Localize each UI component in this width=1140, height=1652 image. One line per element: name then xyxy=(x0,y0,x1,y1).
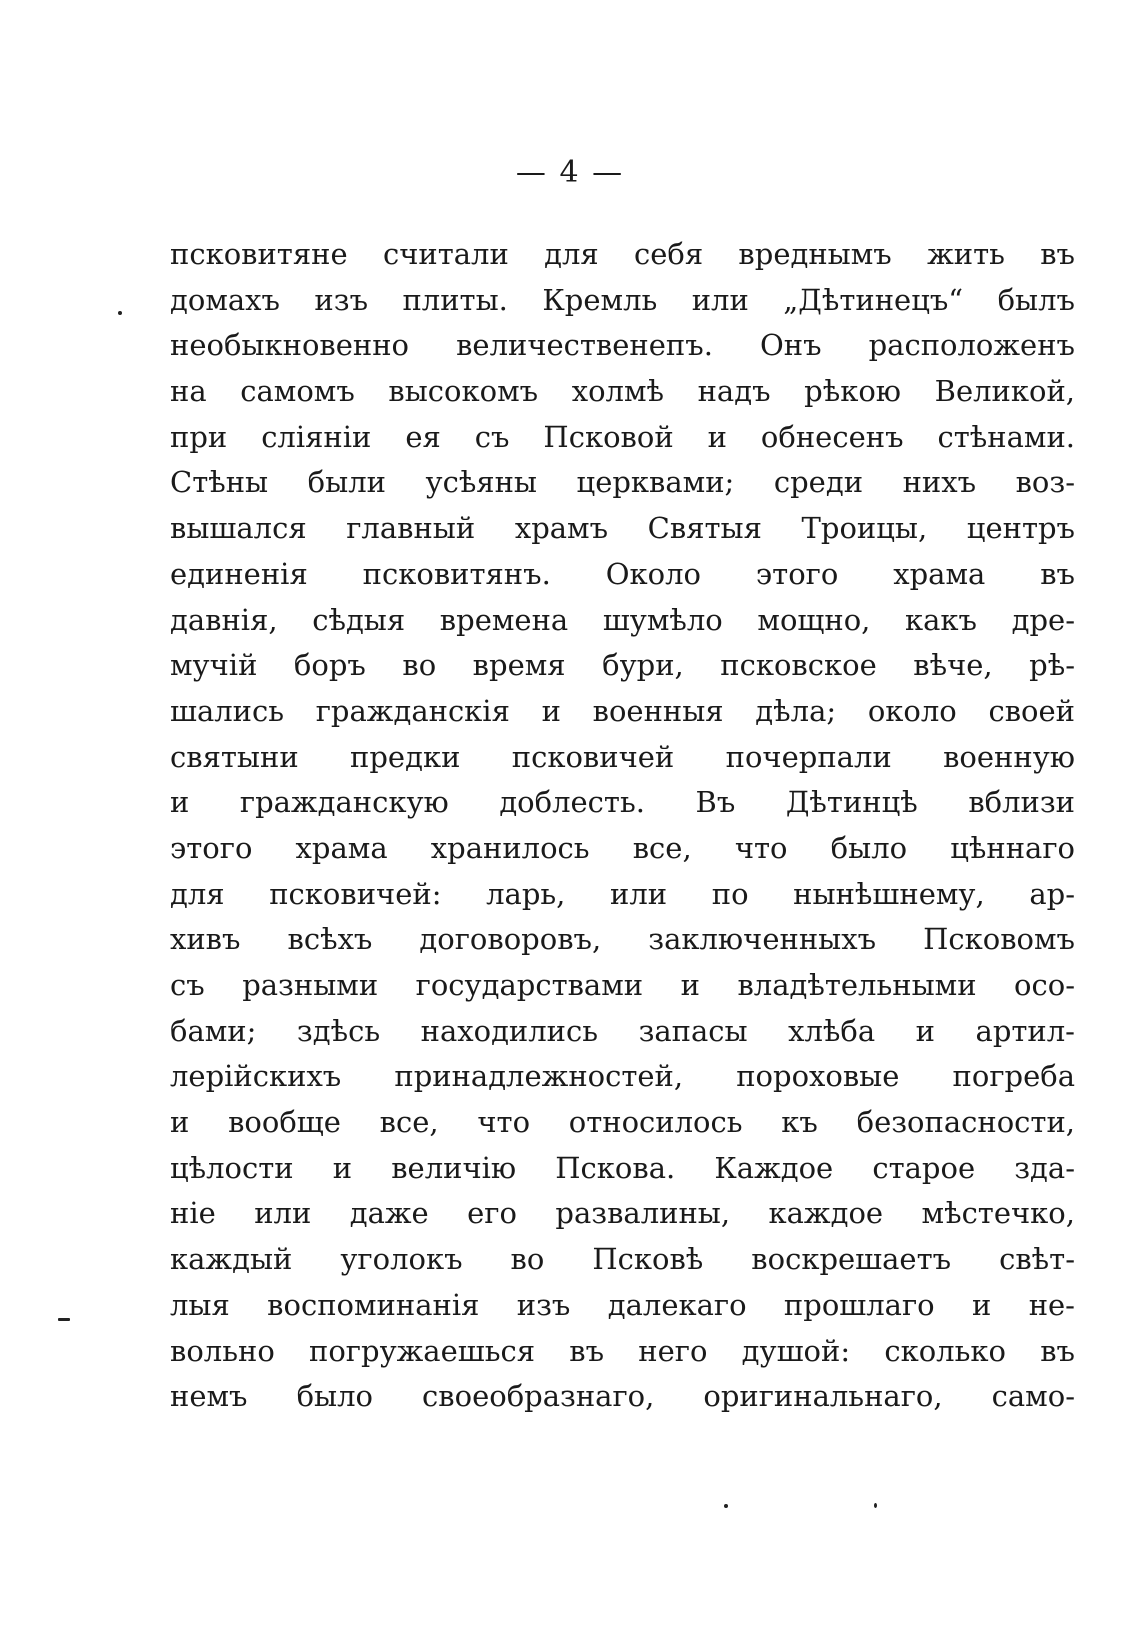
text-line: съ разными государствами и владѣтельными осо- xyxy=(170,968,1075,1002)
text-line: каждый уголокъ во Псковѣ воскрешаетъ свѣт- xyxy=(170,1242,1075,1277)
text-line: и гражданскую доблесть. Въ Дѣтинцѣ вблизи xyxy=(170,785,1075,820)
text-line: Стѣны были усѣяны церквами; среди нихъ воз- xyxy=(170,465,1075,500)
page-number: — 4 — xyxy=(515,155,625,190)
text-line: немъ было своеобразнаго, оригинальнаго, само- xyxy=(170,1379,1075,1414)
text-line: мучій боръ во время бури, псковское вѣче, рѣ- xyxy=(170,648,1075,683)
text-line: единенія псковитянъ. Около этого храма въ xyxy=(170,556,1075,591)
text-line: вольно погружаешься въ него душой: сколько въ xyxy=(170,1333,1075,1368)
text-line: на самомъ высокомъ холмѣ надъ рѣкою Великой, xyxy=(170,374,1075,409)
text-line: вышался главный храмъ Святыя Троицы, центръ xyxy=(170,511,1075,546)
text-line: лерійскихъ принадлежностей, пороховые погреба xyxy=(170,1059,1075,1094)
text-line: лыя воспоминанія изъ далекаго прошлаго и не- xyxy=(170,1287,1075,1322)
text-line: бами; здѣсь находились запасы хлѣба и артил- xyxy=(170,1013,1075,1048)
text-line: цѣлости и величію Пскова. Каждое старое зда- xyxy=(170,1150,1075,1185)
text-line: необыкновенно величественепъ. Онъ расположенъ xyxy=(170,328,1075,363)
text-line: шались гражданскія и военныя дѣла; около своей xyxy=(170,693,1075,728)
text-line: хивъ всѣхъ договоровъ, заключенныхъ Псковомъ xyxy=(170,922,1075,957)
scan-speck xyxy=(58,1318,70,1321)
text-line: при сліяніи ея съ Псковой и обнесенъ стѣнами. xyxy=(170,419,1075,454)
text-line: этого храма хранилось все, что было цѣннаго xyxy=(170,830,1075,865)
text-line: ніе или даже его развалины, каждое мѣстечко, xyxy=(170,1196,1075,1231)
scan-speck xyxy=(874,1503,877,1508)
scan-speck xyxy=(724,1504,728,1508)
scan-speck xyxy=(118,311,122,315)
text-line: домахъ изъ плиты. Кремль или „Дѣтинецъ“ былъ xyxy=(170,282,1075,317)
body-text xyxy=(170,232,1075,1420)
text-line: давнія, сѣдыя времена шумѣло мощно, какъ дре- xyxy=(170,602,1075,637)
text-line: для псковичей: ларь, или по нынѣшнему, ар- xyxy=(170,876,1075,911)
text-line: и вообще все, что относилось къ безопасности, xyxy=(170,1105,1075,1140)
text-line: святыни предки псковичей почерпали военную xyxy=(170,739,1075,774)
text-line: псковитяне считали для себя вреднымъ жить въ xyxy=(170,237,1075,271)
